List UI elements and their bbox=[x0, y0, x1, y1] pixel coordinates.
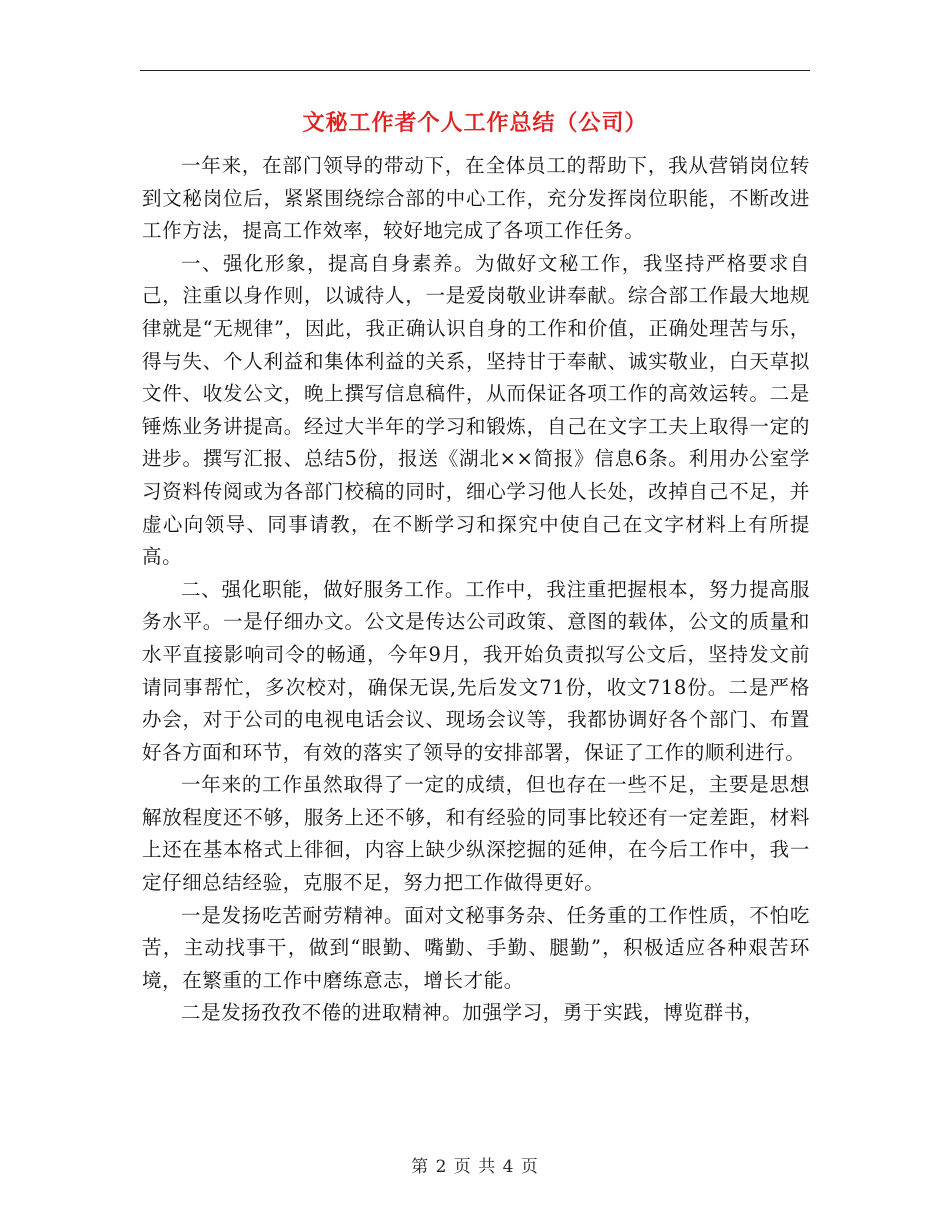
paragraph-plan-1: 一是发扬吃苦耐劳精神。面对文秘事务杂、任务重的工作性质，不怕吃苦，主动找事干，做到“眼勤、嘴勤、手勤、腿勤”，积极适应各种艰苦环境，在繁重的工作中磨练意志，增长才能。 bbox=[142, 903, 810, 992]
page-number: 第 2 页 共 4 页 bbox=[411, 1157, 539, 1177]
paragraph-section-1: 一、强化形象，提高自身素养。为做好文秘工作，我坚持严格要求自己，注重以身作则，以诚待人，一是爱岗敬业讲奉献。综合部工作最大地规律就是“无规律”，因此，我正确认识自身的工作和价值，正确处理苦与乐，得与失、个人利益和集体利益的关系，坚持甘于奉献、诚实敬业，白天草拟文件、收发公文，晚上撰写信息稿件，从而保证各项工作的高效运转。二是锤炼业务讲提高。经过大半年的学习和锻炼，自己在文字工夫上取得一定的进步。撰写汇报、总结5份，报送《湖北××简报》信息6条。利用办公室学习资料传阅或为各部门校稿的同时，细心学习他人长处，改掉自己不足，并虚心向领导、同事请教，在不断学习和探究中使自己在文字材料上有所提高。 bbox=[142, 251, 810, 569]
paragraph-intro: 一年来，在部门领导的带动下，在全体员工的帮助下，我从营销岗位转到文秘岗位后，紧紧围绕综合部的中心工作，充分发挥岗位职能，不断改进工作方法，提高工作效率，较好地完成了各项工作任务。 bbox=[142, 154, 810, 243]
header-rule bbox=[140, 70, 810, 71]
paragraph-section-2: 二、强化职能，做好服务工作。工作中，我注重把握根本，努力提高服务水平。一是仔细办文。公文是传达公司政策、意图的载体，公文的质量和水平直接影响司令的畅通，今年9月，我开始负责拟写公文后，坚持发文前请同事帮忙，多次校对，确保无误,先后发文71份，收文718份。二是严格办会，对于公司的电视电话会议、现场会议等，我都协调好各个部门、布置好各方面和环节，有效的落实了领导的安排部署，保证了工作的顺利进行。 bbox=[142, 577, 810, 764]
document-body bbox=[142, 150, 810, 1030]
paragraph-shortcomings: 一年来的工作虽然取得了一定的成绩，但也存在一些不足，主要是思想解放程度还不够，服务上还不够，和有经验的同事比较还有一定差距，材料上还在基本格式上徘徊，内容上缺少纵深挖掘的延伸，在今后工作中，我一定仔细总结经验，克服不足，努力把工作做得更好。 bbox=[142, 773, 810, 895]
paragraph-plan-2: 二是发扬孜孜不倦的进取精神。加强学习，勇于实践，博览群书， bbox=[181, 1001, 764, 1025]
document-title: 文秘工作者个人工作总结（公司） bbox=[302, 110, 648, 136]
